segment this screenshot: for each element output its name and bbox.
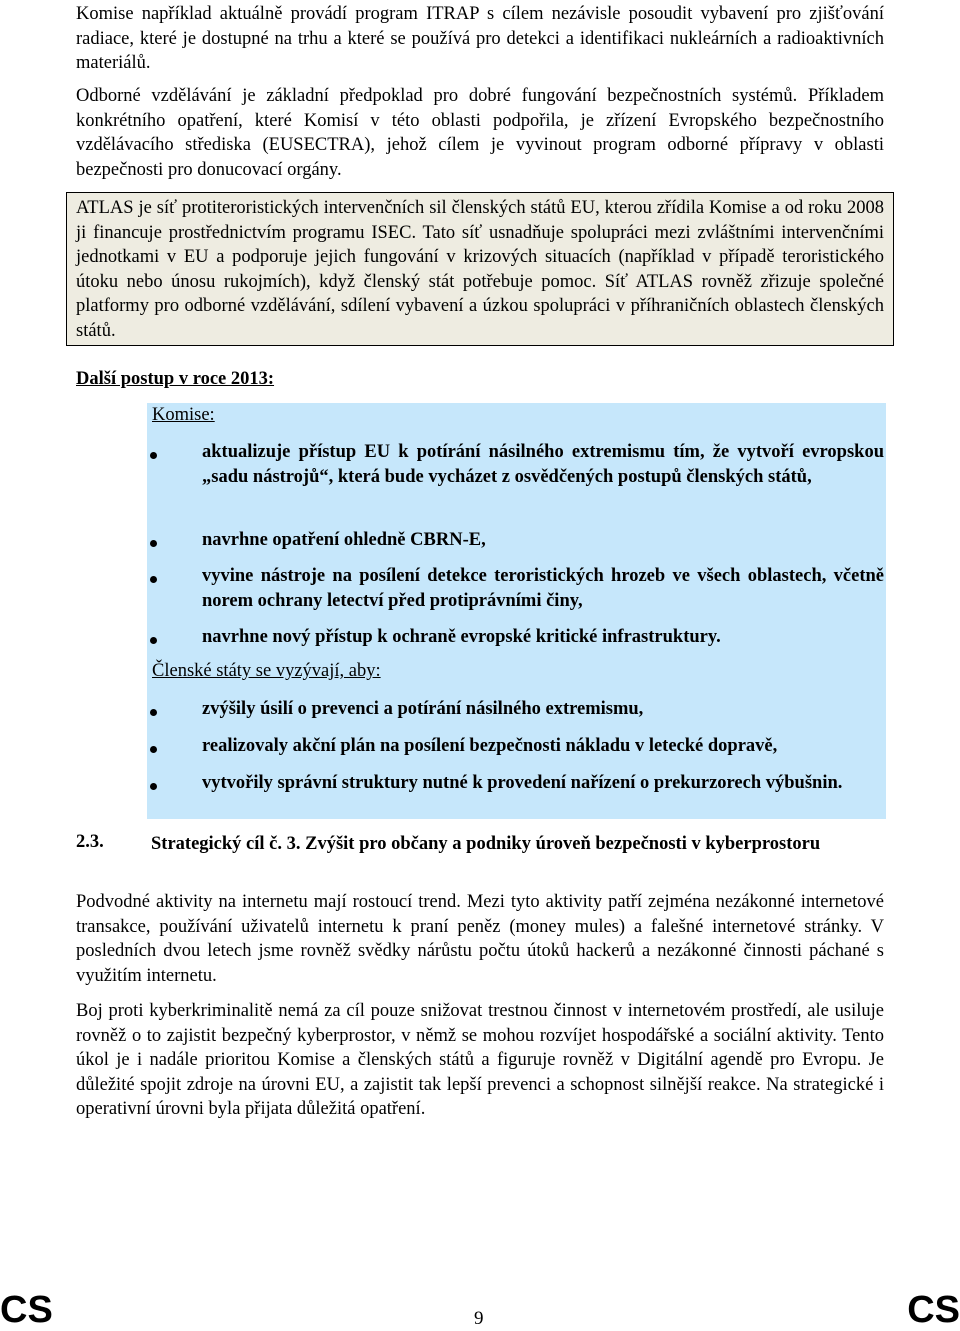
states-item-3: vytvořily správní struktury nutné k provedení nařízení o prekurzorech výbušnin.	[202, 773, 843, 793]
footer-language-left: CS	[0, 1289, 53, 1331]
bullet-icon	[150, 739, 160, 749]
commission-item-2: navrhne opatření ohledně CBRN-E,	[202, 530, 486, 550]
bullet-icon	[150, 702, 160, 712]
paragraph-atlas: ATLAS je síť protiteroristických intervenčních sil členských států EU, kterou zřídila Komise a od roku 2008 ji financuje prostřednictvím programu ISEC. Tato síť usnadňuje spolupráci mezi zvláštními intervenčními jednotkami v EU a podporuje jejich fungování v krizových situacích (například v případě teroristického útoku nebo únosu rukojmích), když členský stát potřebuje pomoc. Síť ATLAS rovněž zřizuje společné platformy pro odborné vzdělávání, sdílení vybavení a úzkou spolupráci v příhraničních oblastech členských států.	[76, 198, 884, 341]
commission-item-1: aktualizuje přístup EU k potírání násilného extremismu tím, že vytvoří evropskou „sadu nástrojů“, která bude vycházet z osvědčených postupů členských států,	[202, 442, 884, 487]
commission-item-3: vyvine nástroje na posílení detekce teroristických hrozeb ve všech oblastech, včetně norem ochrany letectví před protiprávními činy,	[202, 566, 884, 611]
bullet-icon	[150, 533, 160, 543]
bullet-icon	[150, 630, 160, 640]
bullet-icon	[150, 445, 160, 455]
paragraph-cybercrime: Boj proti kyberkriminalitě nemá za cíl pouze snižovat trestnou činnost v internetovém prostředí, ale usiluje rovněž o to zajistit bezpečný kyberprostor, v němž se mohou rozvíjet hospodářské a sociální aktivity. Tento úkol je i nadále prioritou Komise a členských států a figuruje rovněž v Digitální agendě pro Evropu. Je důležité spojit zdroje na úrovni EU, a zajistit tak lepší prevenci a schopnost silnější reakce. Na strategické i operativní úrovni byla přijata důležitá opatření.	[76, 1001, 884, 1120]
section-title: Strategický cíl č. 3. Zvýšit pro občany a podniky úroveň bezpečnosti v kyberprostoru	[151, 834, 821, 854]
paragraph-training: Odborné vzdělávání je základní předpoklad pro dobré fungování bezpečnostních systémů. Příkladem konkrétního opatření, které Komisí v této oblasti podpořila, je zřízení Evropského bezpečnostního vzdělávacího střediska (EUSECTRA), jehož cílem je vyvinout program odborné přípravy v oblasti bezpečnosti pro donucovací orgány.	[76, 86, 884, 180]
bullet-icon	[150, 776, 160, 786]
commission-label: Komise:	[152, 405, 215, 425]
footer-language-right: CS	[907, 1289, 960, 1331]
bullet-icon	[150, 569, 160, 579]
paragraph-fraud: Podvodné aktivity na internetu mají rostoucí trend. Mezi tyto aktivity patří zejména nezákonné internetové transakce, používání uživatelů internetu k praní peněz (money mules) a falešné internetové stránky. V posledních dvou letech jsme rovněž svědky nárůstu počtu útoků hackerů a nezákonné činnosti páchané s využitím internetu.	[76, 892, 884, 986]
member-states-label: Členské státy se vyzývají, aby:	[152, 661, 381, 681]
next-steps-heading: Další postup v roce 2013:	[76, 369, 275, 389]
paragraph-itrap: Komise například aktuálně provádí program ITRAP s cílem nezávisle posoudit vybavení pro zjišťování radiace, které je dostupné na trhu a které se používá pro detekci a identifikaci nukleárních a radioaktivních materiálů.	[76, 4, 884, 74]
page-number: 9	[474, 1308, 484, 1329]
section-number: 2.3.	[76, 832, 104, 852]
commission-item-4: navrhne nový přístup k ochraně evropské kritické infrastruktury.	[202, 627, 721, 647]
states-item-2: realizovaly akční plán na posílení bezpečnosti nákladu v letecké dopravě,	[202, 736, 778, 756]
states-item-1: zvýšily úsilí o prevenci a potírání násilného extremismu,	[202, 699, 644, 719]
atlas-textbox	[66, 192, 894, 346]
